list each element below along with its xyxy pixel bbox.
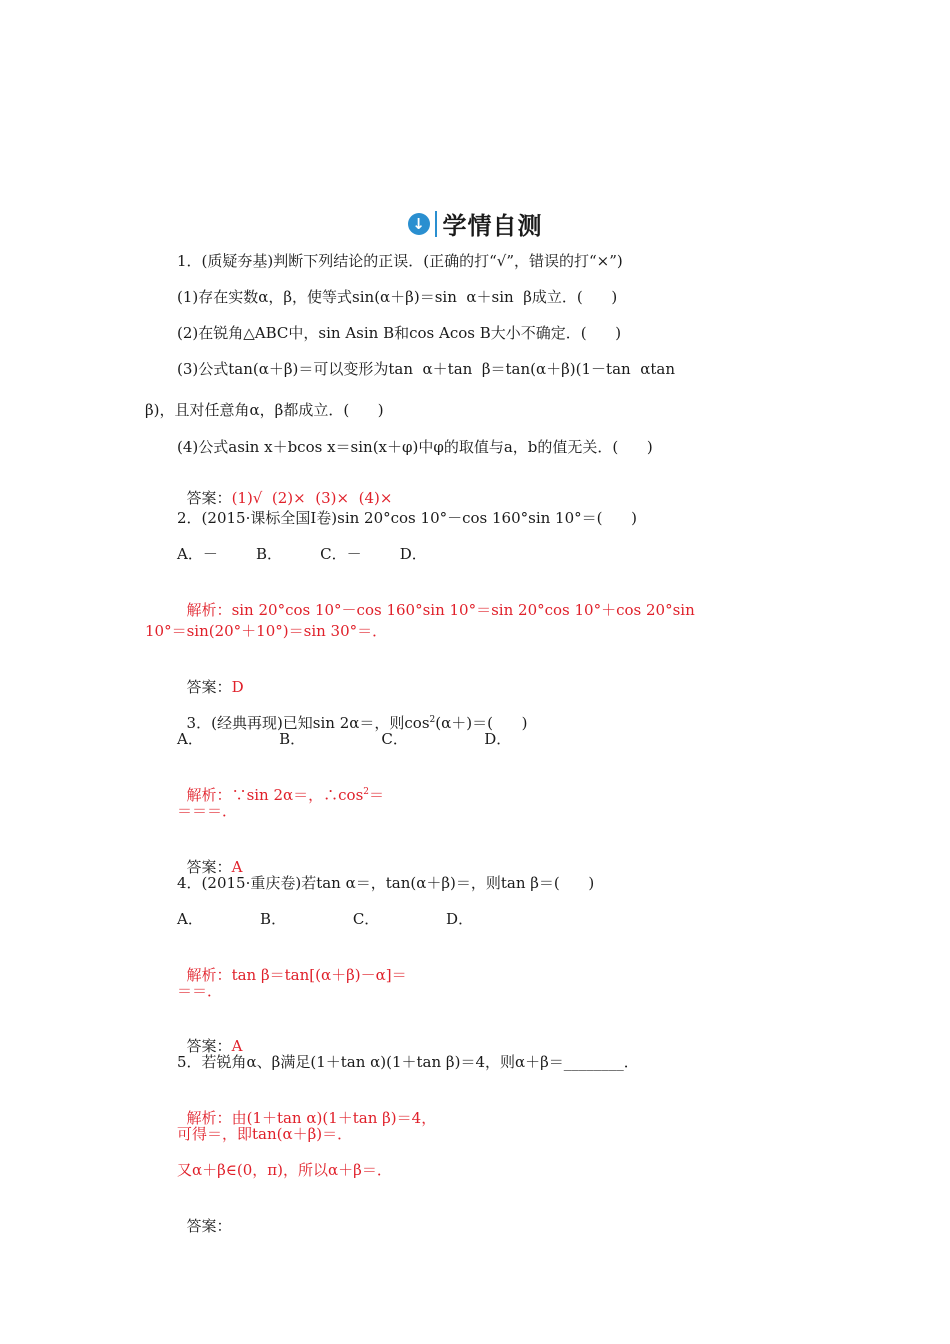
q1-item-3-line-2: β)，且对任意角α，β都成立．( ) (145, 401, 384, 419)
q3-answer (177, 837, 242, 877)
analysis-label: 解析： (186, 1109, 232, 1127)
q2-analysis-text-1: sin 20°cos 10°－cos 160°sin 10°＝sin 20°cos 10°＋cos 20°sin (231, 601, 695, 619)
answer-label: 答案： (186, 1217, 232, 1235)
q3-analysis-line-1 (177, 765, 384, 805)
q3-options: A． B． C． D． (177, 730, 512, 748)
section-title: 学情自测 (442, 212, 543, 240)
q1-stem: 1．(质疑夯基)判断下列结论的正误．(正确的打“√”，错误的打“×”) (177, 252, 623, 270)
q4-analysis-line-1 (177, 945, 407, 985)
analysis-label: 解析： (186, 966, 232, 984)
q2-analysis-line-2: 10°＝sin(20°＋10°)＝sin 30°＝． (145, 622, 388, 640)
q3-analysis-text-1a: ∵sin 2α＝，∴cos (231, 786, 364, 804)
q3-stem-c: (α＋)＝( ) (435, 714, 528, 732)
answer-label: 答案： (186, 489, 232, 507)
q5-analysis-text-1: 由(1＋tan α)(1＋tan β)＝4， (231, 1109, 437, 1127)
analysis-label: 解析： (186, 786, 232, 804)
q3-analysis-text-1b: ＝ (369, 786, 385, 804)
q4-answer (177, 1016, 242, 1056)
q2-stem: 2．(2015·课标全国Ⅰ卷)sin 20°cos 10°－cos 160°sin 10°＝( ) (177, 509, 637, 527)
q3-stem-sup: 2 (429, 715, 436, 725)
q1-item-3-line-1: (3)公式tan(α＋β)＝可以变形为tan α＋tan β＝tan(α＋β)(1－tan αtan (177, 360, 675, 378)
q3-analysis-line-2: ＝＝＝． (177, 802, 238, 820)
q4-analysis-line-2: ＝＝． (177, 982, 223, 1000)
q3-stem-a: 3．(经典再现)已知sin 2α＝ (186, 714, 375, 732)
q4-stem: 4．(2015·重庆卷)若tan α＝，tan(α＋β)＝，则tan β＝( ) (177, 874, 595, 892)
q2-analysis-line-1 (177, 580, 695, 620)
analysis-label: 解析： (186, 601, 232, 619)
q4-analysis-text-1: tan β＝tan[(α＋β)－α]＝ (231, 966, 407, 984)
q4-options: A． B． C． D． (177, 910, 474, 928)
q3-stem (177, 693, 527, 733)
q1-item-1: (1)存在实数α，β，使等式sin(α＋β)＝sin α＋sin β成立．( ) (177, 288, 618, 306)
q5-answer (177, 1196, 232, 1236)
answer-label: 答案： (186, 678, 232, 696)
q5-analysis-line-3: 又α＋β∈(0，π)，所以α＋β＝． (177, 1161, 392, 1179)
down-arrow-icon: ↓ (408, 213, 430, 235)
q3-stem-b: ，则cos (374, 714, 430, 732)
q5-analysis-line-2: 可得＝，即tan(α＋β)＝． (177, 1125, 353, 1143)
q2-options: A．－ B． C．－ D． (177, 545, 427, 563)
q2-answer-text: D (231, 678, 244, 696)
q5-analysis-line-1 (177, 1088, 436, 1128)
answer-label: 答案： (186, 858, 232, 876)
q1-answer (177, 468, 392, 508)
section-header (0, 206, 950, 241)
q3-analysis-sup: 2 (363, 787, 370, 797)
q3-answer-text: A (231, 858, 243, 876)
q1-item-4: (4)公式asin x＋bcos x＝sin(x＋φ)中φ的取值与a，b的值无关．( ) (177, 438, 653, 456)
q5-stem: 5．若锐角α、β满足(1＋tan α)(1＋tan β)＝4，则α＋β＝________． (177, 1053, 639, 1071)
answer-label: 答案： (186, 1037, 232, 1055)
q1-item-2: (2)在锐角△ABC中，sin Asin B和cos Acos B大小不确定．( ) (177, 324, 622, 342)
q4-answer-text: A (231, 1037, 243, 1055)
q1-answer-text: (1)√ (2)× (3)× (4)× (231, 489, 393, 507)
header-divider (435, 211, 437, 237)
q2-answer (177, 657, 244, 697)
